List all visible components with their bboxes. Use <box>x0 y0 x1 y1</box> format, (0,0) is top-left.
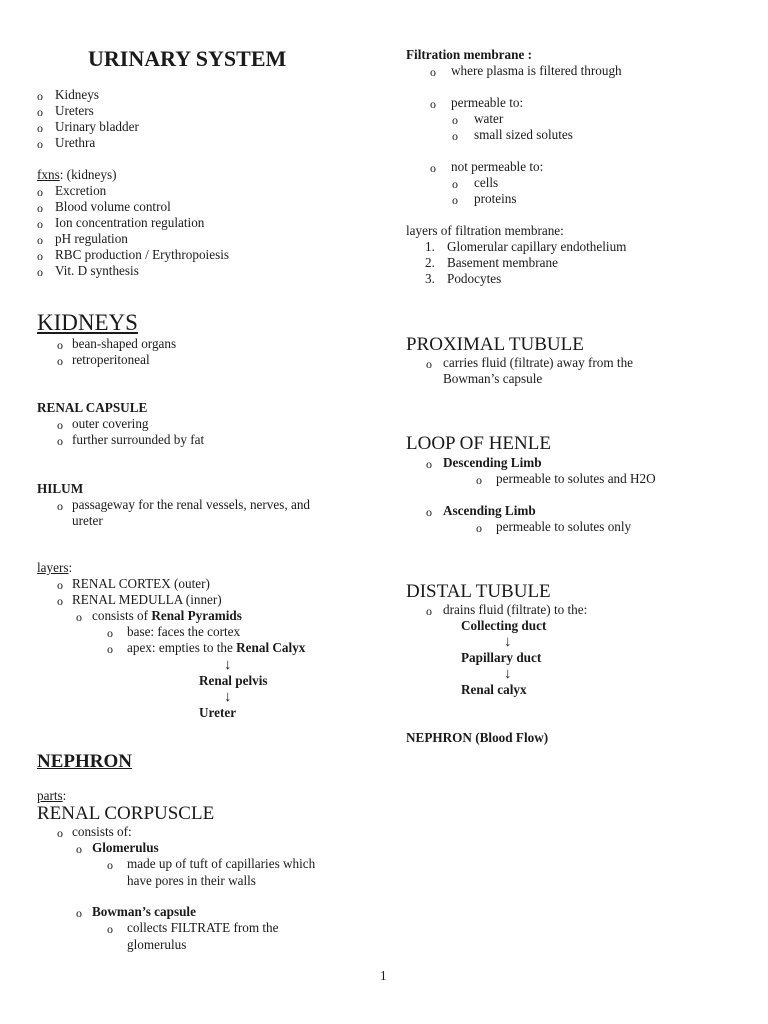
list-item: Kidneys <box>55 87 99 102</box>
renal-capsule-heading: RENAL CAPSULE <box>37 400 148 415</box>
loop-of-henle-heading: LOOP OF HENLE <box>406 433 551 454</box>
list-item: Basement membrane <box>447 255 558 270</box>
list-item: retroperitoneal <box>72 352 150 367</box>
filtration-heading: Filtration membrane : <box>406 47 532 62</box>
list-item: Excretion <box>55 183 107 198</box>
list-item: outer covering <box>72 416 149 431</box>
list-item <box>127 640 305 656</box>
down-arrow-icon: ↓ <box>224 657 232 673</box>
list-item: Podocytes <box>447 271 502 286</box>
bullet: o <box>37 217 43 231</box>
medulla-note: (inner) <box>182 592 222 607</box>
bullet: o <box>430 161 436 175</box>
list-item: Ion concentration regulation <box>55 215 205 230</box>
hilum-heading: HILUM <box>37 481 84 496</box>
bullet: o <box>430 65 436 79</box>
bullet: o <box>76 842 82 856</box>
list-item: RBC production / Erythropoiesis <box>55 247 229 262</box>
bullet: o <box>452 129 458 143</box>
flow-collecting-duct: Collecting duct <box>461 618 547 633</box>
list-item: Ureters <box>55 103 94 118</box>
down-arrow-icon: ↓ <box>224 689 232 705</box>
bullet: o <box>476 473 482 487</box>
list-item: Urethra <box>55 135 96 150</box>
list-item: bean-shaped organs <box>72 336 177 351</box>
list-item: cells <box>474 175 499 190</box>
layers-label-text: layers <box>37 560 69 575</box>
bowman-label: Bowman’s capsule <box>92 904 196 919</box>
list-item: drains fluid (filtrate) to the: <box>443 602 588 617</box>
ascending-limb-label: Ascending Limb <box>443 503 536 518</box>
bullet: o <box>57 338 63 352</box>
list-item-cont: Bowman’s capsule <box>443 371 543 386</box>
list-item: permeable to solutes and H2O <box>496 471 656 486</box>
flow-papillary-duct: Papillary duct <box>461 650 542 665</box>
bullet: o <box>107 626 113 640</box>
flow-ureter: Ureter <box>199 705 237 720</box>
down-arrow-icon: ↓ <box>504 666 512 682</box>
list-item: permeable to solutes only <box>496 519 632 534</box>
bullet: o <box>452 177 458 191</box>
apex-bold: Renal Calyx <box>236 640 306 655</box>
bullet: o <box>57 578 63 592</box>
nephron-blood-flow-heading: NEPHRON (Blood Flow) <box>406 730 549 745</box>
list-number: 1. <box>425 239 435 254</box>
down-arrow-icon: ↓ <box>504 634 512 650</box>
list-item: small sized solutes <box>474 127 573 142</box>
bullet: o <box>426 604 432 618</box>
glomerulus-label: Glomerulus <box>92 840 159 855</box>
bullet: o <box>37 249 43 263</box>
bullet: o <box>57 499 63 513</box>
bullet: o <box>37 89 43 103</box>
layers-filtration-label: layers of filtration membrane: <box>406 223 564 238</box>
list-item <box>92 608 242 624</box>
list-item: proteins <box>474 191 517 206</box>
bullet: o <box>37 121 43 135</box>
fxns-suffix: : (kidneys) <box>59 167 117 182</box>
parts-colon: : <box>62 788 67 803</box>
parts-label <box>37 788 66 804</box>
list-item <box>72 592 222 608</box>
bullet: o <box>57 418 63 432</box>
bullet: o <box>107 642 113 656</box>
bullet: o <box>57 594 63 608</box>
fxns-label-text: fxns <box>37 167 60 182</box>
descending-limb-label: Descending Limb <box>443 455 542 470</box>
bullet: o <box>57 354 63 368</box>
bullet: o <box>37 233 43 247</box>
pyramids-bold: Renal Pyramids <box>151 608 242 623</box>
bullet: o <box>426 505 432 519</box>
bullet: o <box>107 858 113 872</box>
bullet: o <box>452 193 458 207</box>
bullet: o <box>57 434 63 448</box>
list-item: carries fluid (filtrate) away from the <box>443 355 634 370</box>
parts-label-text: parts <box>37 788 63 803</box>
cortex-name: RENAL CORTEX <box>72 576 171 591</box>
bullet: o <box>37 201 43 215</box>
bullet: o <box>57 826 63 840</box>
list-number: 2. <box>425 255 435 270</box>
page-title: URINARY SYSTEM <box>88 46 287 71</box>
bullet: o <box>37 265 43 279</box>
apex-prefix: apex: empties to the <box>127 640 237 655</box>
list-item: passageway for the renal vessels, nerves, and <box>72 497 311 512</box>
list-item: where plasma is filtered through <box>451 63 622 78</box>
bullet: o <box>430 97 436 111</box>
bullet: o <box>37 137 43 151</box>
bullet: o <box>37 105 43 119</box>
bullet: o <box>76 610 82 624</box>
layers-label <box>37 560 72 576</box>
medulla-name: RENAL MEDULLA <box>72 592 183 607</box>
list-item: Urinary bladder <box>55 119 139 134</box>
bullet: o <box>37 185 43 199</box>
not-permeable-label: not permeable to: <box>451 159 544 174</box>
list-item-cont: ureter <box>72 513 103 528</box>
flow-renal-calyx: Renal calyx <box>461 682 527 697</box>
bullet: o <box>452 113 458 127</box>
list-number: 3. <box>425 271 435 286</box>
list-item <box>72 576 210 592</box>
list-item: pH regulation <box>55 231 128 246</box>
list-item: collects FILTRATE from the <box>127 920 279 935</box>
fxns-label <box>37 167 117 183</box>
proximal-tubule-heading: PROXIMAL TUBULE <box>406 334 584 355</box>
renal-corpuscle-heading: RENAL CORPUSCLE <box>37 803 215 824</box>
cortex-note: (outer) <box>170 576 210 591</box>
layers-colon: : <box>68 560 73 575</box>
distal-tubule-heading: DISTAL TUBULE <box>406 581 551 602</box>
kidneys-heading: KIDNEYS <box>37 310 138 335</box>
flow-renal-pelvis: Renal pelvis <box>199 673 268 688</box>
list-item: Vit. D synthesis <box>55 263 139 278</box>
list-item-cont: glomerulus <box>127 937 187 952</box>
nephron-heading: NEPHRON <box>37 751 132 772</box>
bullet: o <box>476 521 482 535</box>
list-item: Blood volume control <box>55 199 171 214</box>
list-item: base: faces the cortex <box>127 624 241 639</box>
list-item: water <box>474 111 504 126</box>
bullet: o <box>426 357 432 371</box>
list-item: further surrounded by fat <box>72 432 205 447</box>
list-item: consists of: <box>72 824 132 839</box>
permeable-label: permeable to: <box>451 95 524 110</box>
page-number: 1 <box>380 968 387 983</box>
list-item: made up of tuft of capillaries which <box>127 856 316 871</box>
bullet: o <box>426 457 432 471</box>
bullet: o <box>107 922 113 936</box>
pyramids-prefix: consists of <box>92 608 152 623</box>
bullet: o <box>76 906 82 920</box>
list-item: Glomerular capillary endothelium <box>447 239 627 254</box>
list-item-cont: have pores in their walls <box>127 873 256 888</box>
